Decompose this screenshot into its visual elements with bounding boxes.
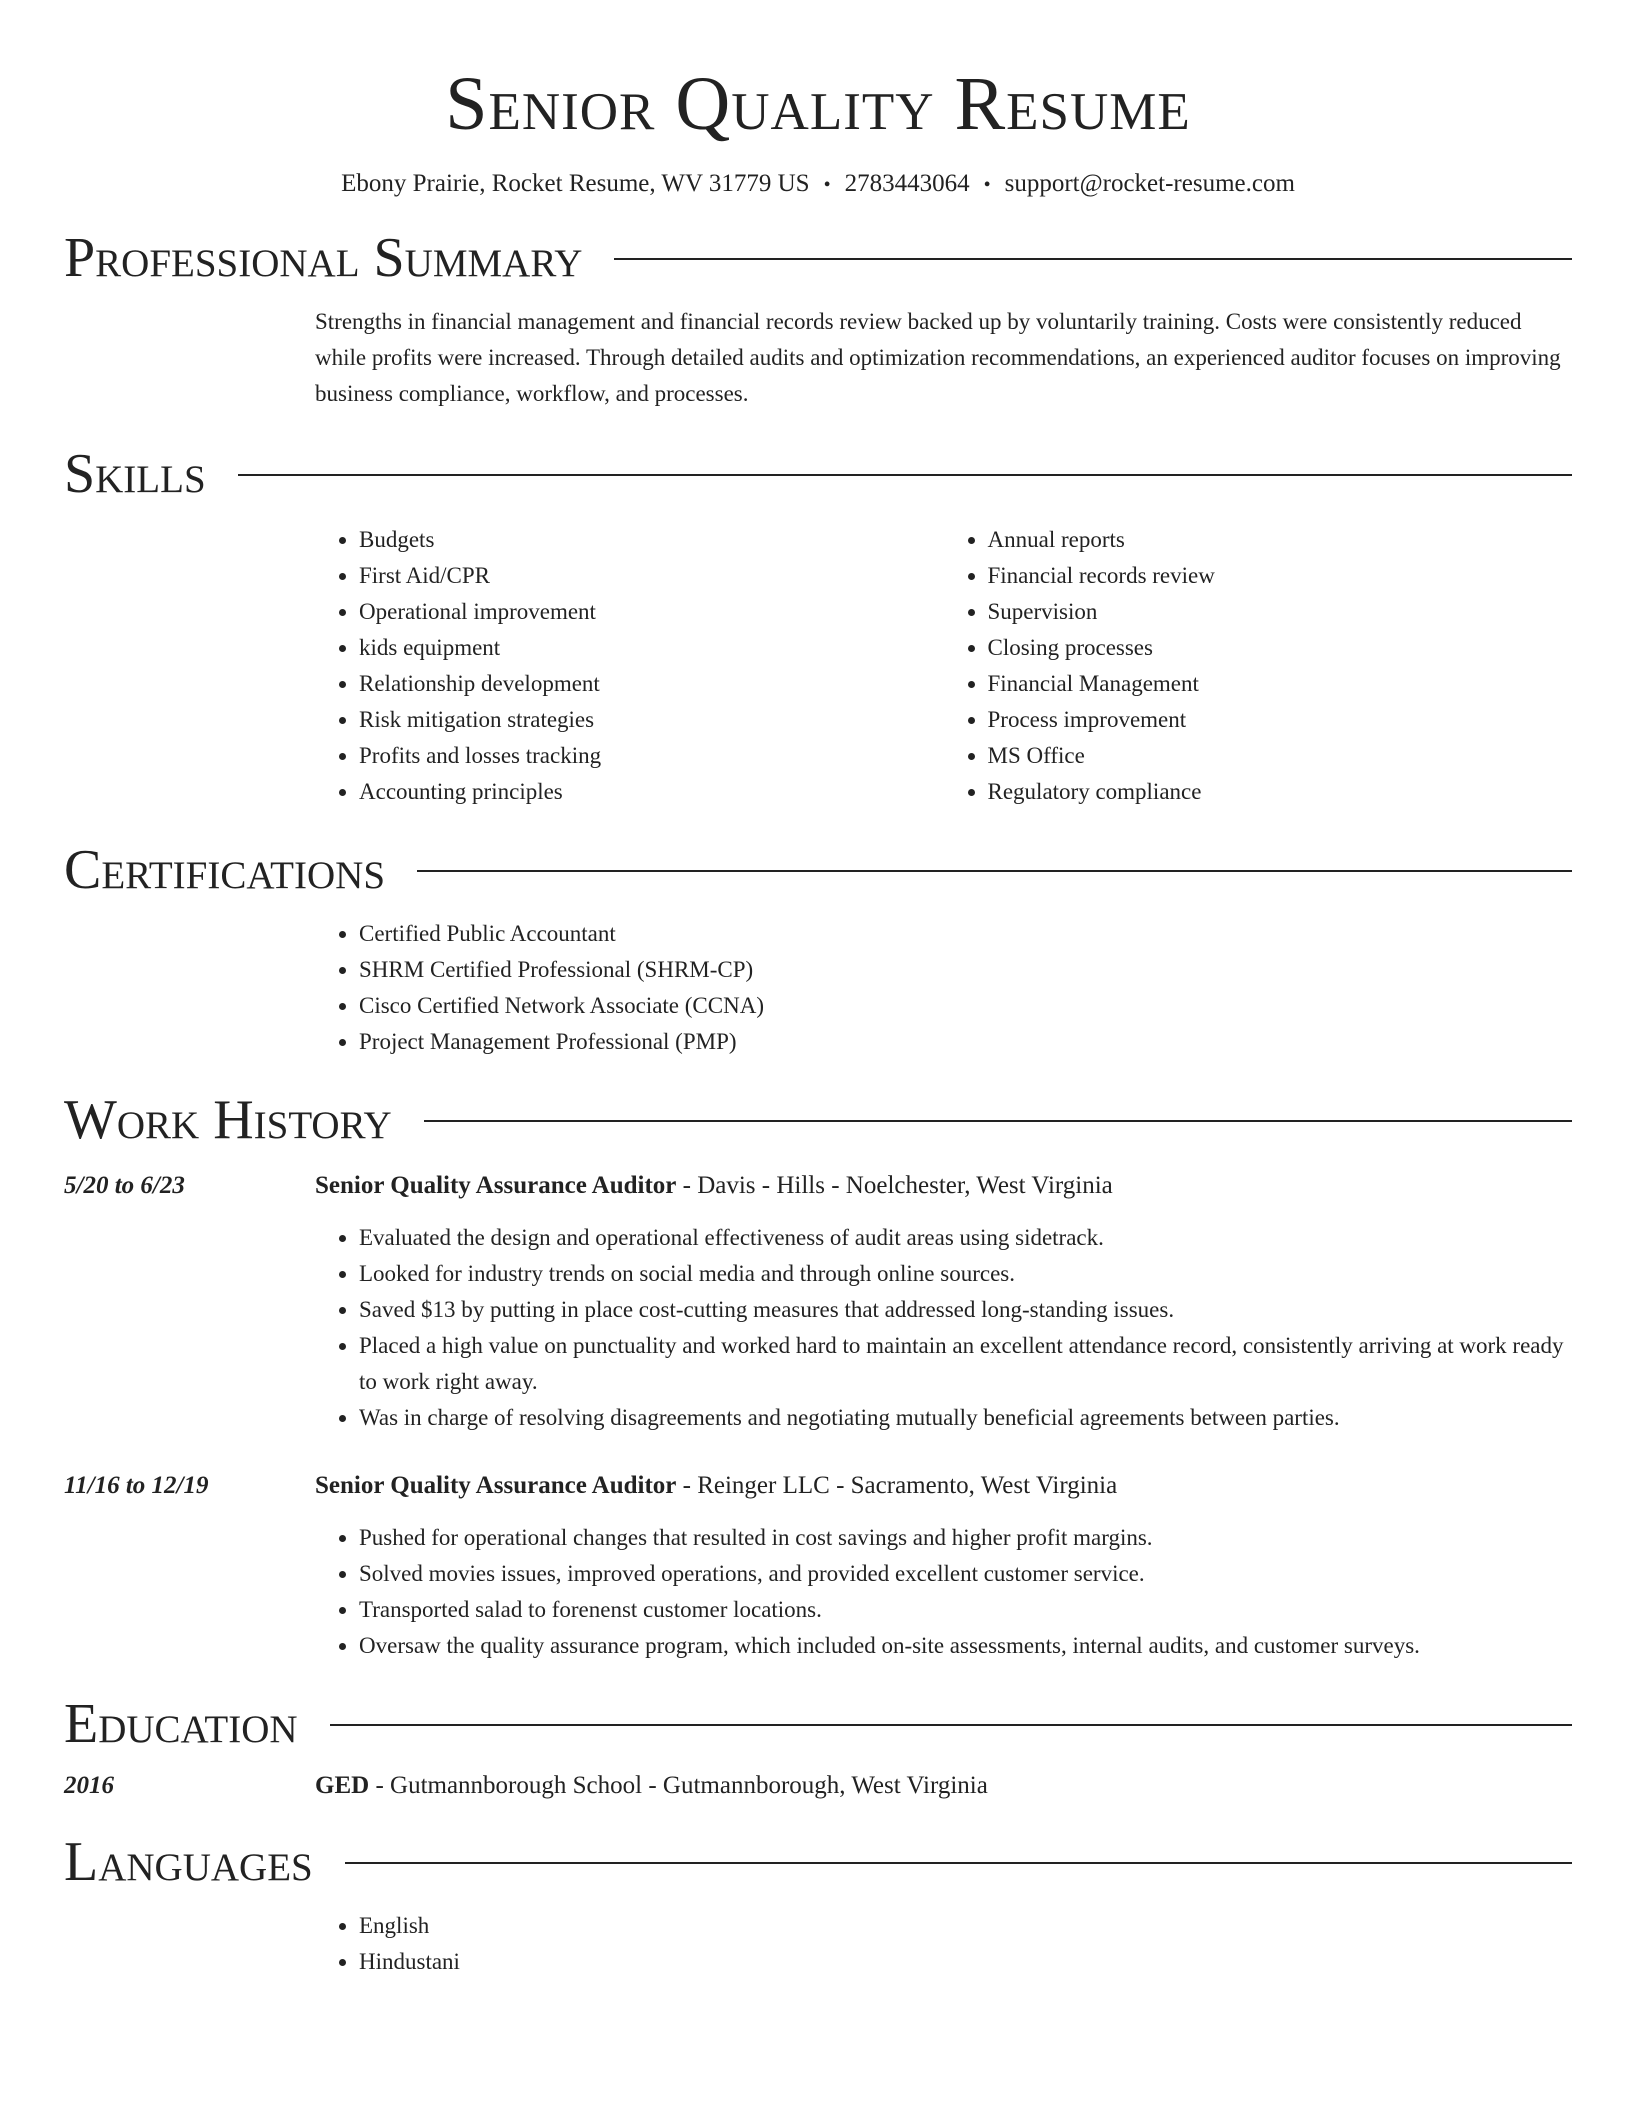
education-degree: GED <box>315 1772 370 1799</box>
skill-item: • kids equipment <box>359 630 944 666</box>
skill-item: • First Aid/CPR <box>359 558 944 594</box>
summary-body <box>315 304 1572 412</box>
work-history-section-heading <box>64 1088 1572 1152</box>
contact-address: Ebony Prairie, Rocket Resume, WV 31779 US <box>341 170 810 197</box>
education-headline <box>315 1768 988 1804</box>
skills-heading-text: Skills <box>64 443 206 505</box>
section-divider <box>330 1724 1572 1726</box>
education-heading-text: Education <box>64 1693 298 1755</box>
contact-phone: 2783443064 <box>844 170 970 197</box>
skills-list-left <box>315 522 944 810</box>
job-entry-header <box>64 1468 1572 1504</box>
job-bullet: • Evaluated the design and operational effectiveness of audit areas using sidetrack. <box>359 1220 1572 1256</box>
certification-item: • SHRM Certified Professional (SHRM-CP) <box>359 952 1572 988</box>
work-history-heading-text: Work History <box>64 1089 392 1151</box>
section-divider <box>614 258 1572 260</box>
job-bullet: • Oversaw the quality assurance program, which included on-site assessments, internal audits, and customer surveys. <box>359 1628 1572 1664</box>
job-bullet-list <box>315 1220 1572 1436</box>
job-bullet: • Looked for industry trends on social media and through online sources. <box>359 1256 1572 1292</box>
certifications-body <box>315 916 1572 1060</box>
job-bullet: • Transported salad to forenenst customer locations. <box>359 1592 1572 1628</box>
summary-text: Strengths in financial management and financial records review backed up by voluntarily training. Costs were consistently reduced while profits were increased. Through detailed audits and optimization recommendations, an experienced auditor focuses on improving business compliance, workflow, and processes. <box>315 309 1561 406</box>
languages-heading-text: Languages <box>64 1831 313 1893</box>
job-bullet-list <box>315 1520 1572 1664</box>
language-item: • Hindustani <box>359 1944 1572 1980</box>
skill-item: • Regulatory compliance <box>988 774 1573 810</box>
job-entry-header <box>64 1168 1572 1204</box>
skill-item: • Process improvement <box>988 702 1573 738</box>
skill-item: • Closing processes <box>988 630 1573 666</box>
job-date: 5/20 to 6/23 <box>64 1172 185 1199</box>
resume-title: Senior Quality Resume <box>445 62 1191 146</box>
language-item: • English <box>359 1908 1572 1944</box>
job-bullets <box>315 1220 1572 1436</box>
certification-item: • Certified Public Accountant <box>359 916 1572 952</box>
section-divider <box>424 1120 1572 1122</box>
skill-item: • Annual reports <box>988 522 1573 558</box>
certification-item: • Project Management Professional (PMP) <box>359 1024 1572 1060</box>
job-title: Senior Quality Assurance Auditor <box>315 1472 677 1499</box>
job-bullet: • Solved movies issues, improved operations, and provided excellent customer service. <box>359 1556 1572 1592</box>
job-headline <box>315 1468 1117 1504</box>
job-bullet: • Was in charge of resolving disagreements and negotiating mutually beneficial agreements between parties. <box>359 1400 1572 1436</box>
job-bullet: • Saved $13 by putting in place cost-cutting measures that addressed long-standing issues. <box>359 1292 1572 1328</box>
separator-dot: • <box>983 174 991 196</box>
summary-section-heading <box>64 226 1572 290</box>
skills-section-heading <box>64 442 1572 506</box>
job-headline <box>315 1168 1113 1204</box>
skill-item: • Financial Management <box>988 666 1573 702</box>
skill-item: • Risk mitigation strategies <box>359 702 944 738</box>
certifications-heading-text: Certifications <box>64 839 386 901</box>
languages-section-heading <box>64 1830 1572 1894</box>
job-bullets <box>315 1520 1572 1664</box>
job-bullet: • Pushed for operational changes that resulted in cost savings and higher profit margins. <box>359 1520 1572 1556</box>
job-bullet: • Placed a high value on punctuality and worked hard to maintain an excellent attendance record, consistently arriving at work ready to work right away. <box>359 1328 1572 1400</box>
contact-email: support@rocket-resume.com <box>1004 170 1295 197</box>
summary-heading-text: Professional Summary <box>64 227 583 289</box>
education-section-heading <box>64 1692 1572 1756</box>
skill-item: • Profits and losses tracking <box>359 738 944 774</box>
education-school: - Gutmannborough School - Gutmannborough, West Virginia <box>369 1772 988 1799</box>
languages-list <box>315 1908 1572 1980</box>
section-divider <box>417 870 1572 872</box>
job-employer: - Davis - Hills - Noelchester, West Virginia <box>676 1172 1113 1199</box>
certification-item: • Cisco Certified Network Associate (CCNA) <box>359 988 1572 1024</box>
job-title: Senior Quality Assurance Auditor <box>315 1172 677 1199</box>
resume-page <box>64 0 1572 1980</box>
skill-item: • Supervision <box>988 594 1573 630</box>
section-divider <box>345 1862 1572 1864</box>
languages-body <box>315 1908 1572 1980</box>
skill-item: • Relationship development <box>359 666 944 702</box>
job-employer: - Reinger LLC - Sacramento, West Virginia <box>676 1472 1118 1499</box>
separator-dot: • <box>823 174 831 196</box>
contact-line <box>64 168 1572 201</box>
job-date: 11/16 to 12/19 <box>64 1472 209 1499</box>
skills-grid <box>315 522 1572 810</box>
certifications-list <box>315 916 1572 1060</box>
skill-item: • Accounting principles <box>359 774 944 810</box>
section-divider <box>238 474 1572 476</box>
skill-item: • MS Office <box>988 738 1573 774</box>
education-date: 2016 <box>64 1772 114 1799</box>
education-entry <box>64 1768 1572 1804</box>
skill-item: • Financial records review <box>988 558 1573 594</box>
certifications-section-heading <box>64 838 1572 902</box>
skill-item: • Budgets <box>359 522 944 558</box>
skill-item: • Operational improvement <box>359 594 944 630</box>
skills-list-right <box>944 522 1573 810</box>
